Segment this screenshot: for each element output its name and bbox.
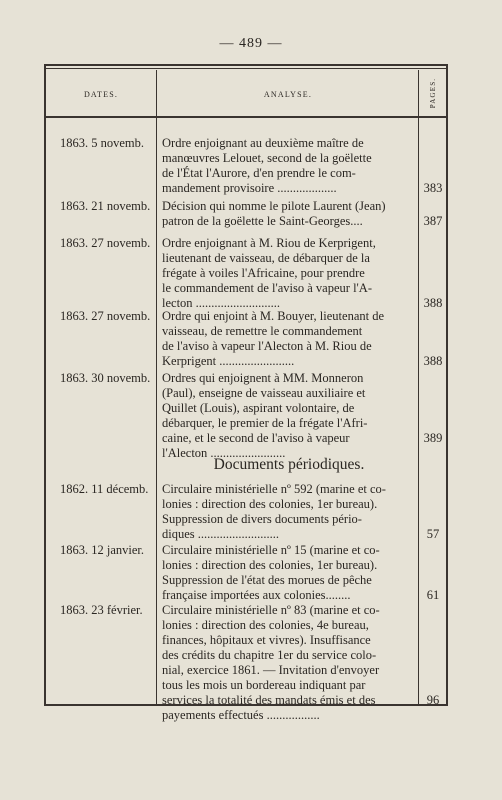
entry-line: manœuvres Lelouet, second de la goëlette [162, 151, 372, 165]
entry-line: Suppression de divers documents pério- [162, 512, 362, 526]
entry-line: patron de la goëlette le Saint-Georges.... [162, 214, 363, 228]
page-number: — 489 — [219, 36, 283, 51]
entry-date: 1863. 30 novemb. [60, 371, 151, 385]
column-divider-pages [418, 70, 419, 704]
entry-line: Ordre qui enjoint à M. Bouyer, lieutenant de [162, 309, 385, 323]
entry-line: tous les mois un bordereau indiquant par [162, 678, 366, 692]
entry-line: Kerprigent ........................ [162, 354, 295, 368]
entry-date: 1863. 12 janvier. [60, 543, 145, 557]
entry-line: Circulaire ministérielle nº 15 (marine et co- [162, 543, 380, 557]
entry-analysis [162, 603, 416, 723]
entry-analysis [162, 309, 416, 369]
entry-line: lonies : direction des colonies, 1er bureau). [162, 558, 378, 572]
entry-line: française importées aux colonies........ [162, 588, 351, 602]
entry-page: 96 [426, 693, 440, 707]
entry-line: Suppression de l'état des morues de pêche [162, 573, 372, 587]
entry-line: Circulaire ministérielle nº 83 (marine et co- [162, 603, 380, 617]
entry-analysis [162, 199, 416, 229]
entry-line: vaisseau, de remettre le commandement [162, 324, 363, 338]
column-divider-dates [156, 70, 157, 704]
entry-date: 1863. 27 novemb. [60, 309, 151, 323]
entry-page: 57 [426, 527, 440, 541]
entry-page: 383 [423, 181, 443, 195]
entry-line: Ordre enjoignant au deuxième maître de [162, 136, 364, 150]
entry-line: Circulaire ministérielle nº 592 (marine et co- [162, 482, 386, 496]
register-table [44, 64, 448, 722]
header-dates: DATES. [83, 90, 119, 99]
entry-line: de l'aviso à vapeur l'Alecton à M. Riou de [162, 339, 372, 353]
entry-line: services la totalité des mandats émis et des [162, 693, 376, 707]
entry-line: Ordre enjoignant à M. Riou de Kerprigent, [162, 236, 376, 250]
table-header [46, 70, 446, 118]
entry-page: 389 [423, 431, 443, 445]
entry-date: 1863. 23 février. [60, 603, 143, 617]
section-title: Documents périodiques. [213, 456, 365, 473]
entry-line: l'Alecton ........................ [162, 446, 286, 460]
entry-line: débarquer, le premier de la frégate l'Afri- [162, 416, 368, 430]
entry-line: lieutenant de vaisseau, de débarquer de la [162, 251, 370, 265]
entry-line: nial, exercice 1861. — Invitation d'envoyer [162, 663, 380, 677]
entry-line: caine, et le second de l'aviso à vapeur [162, 431, 350, 445]
entry-line: le commandement de l'aviso à vapeur l'A- [162, 281, 372, 295]
entry-line: Décision qui nomme le pilote Laurent (Jean) [162, 199, 386, 213]
entry-page: 388 [423, 296, 443, 310]
entry-date: 1863. 21 novemb. [60, 199, 151, 213]
entry-analysis [162, 482, 416, 542]
entry-line: Ordres qui enjoignent à MM. Monneron [162, 371, 364, 385]
entry-line: (Paul), enseigne de vaisseau auxiliaire et [162, 386, 366, 400]
entry-page: 388 [423, 354, 443, 368]
entry-date: 1863. 27 novemb. [60, 236, 151, 250]
entry-line: de l'État l'Aurore, d'en prendre le com- [162, 166, 356, 180]
entry-line: lonies : direction des colonies, 1er bureau). [162, 497, 378, 511]
entry-page: 61 [426, 588, 440, 602]
entry-line: finances, hôpitaux et vivres). Insuffisance [162, 633, 371, 647]
entry-analysis [162, 136, 416, 196]
entry-analysis [162, 236, 416, 311]
entry-analysis [162, 371, 416, 461]
entry-line: Quillet (Louis), aspirant volontaire, de [162, 401, 355, 415]
entry-line: lonies : direction des colonies, 4e bureau, [162, 618, 369, 632]
entry-line: des crédits du chapitre 1er du service colo- [162, 648, 377, 662]
entry-analysis [162, 543, 416, 603]
entry-date: 1863. 5 novemb. [60, 136, 145, 150]
entry-line: mandement provisoire ................... [162, 181, 337, 195]
entry-page: 387 [423, 214, 443, 228]
entry-line: lecton ........................... [162, 296, 281, 310]
header-pages-label: PAGES. [429, 77, 438, 109]
entry-line: diques .......................... [162, 527, 280, 541]
header-pages [420, 70, 446, 116]
entry-line: frégate à voiles l'Africaine, pour prendre [162, 266, 365, 280]
entry-line: payements effectués ................. [162, 708, 320, 722]
table-top-rule [46, 68, 446, 69]
header-analyse: ANALYSE. [263, 90, 313, 99]
entry-date: 1862. 11 décemb. [60, 482, 149, 496]
